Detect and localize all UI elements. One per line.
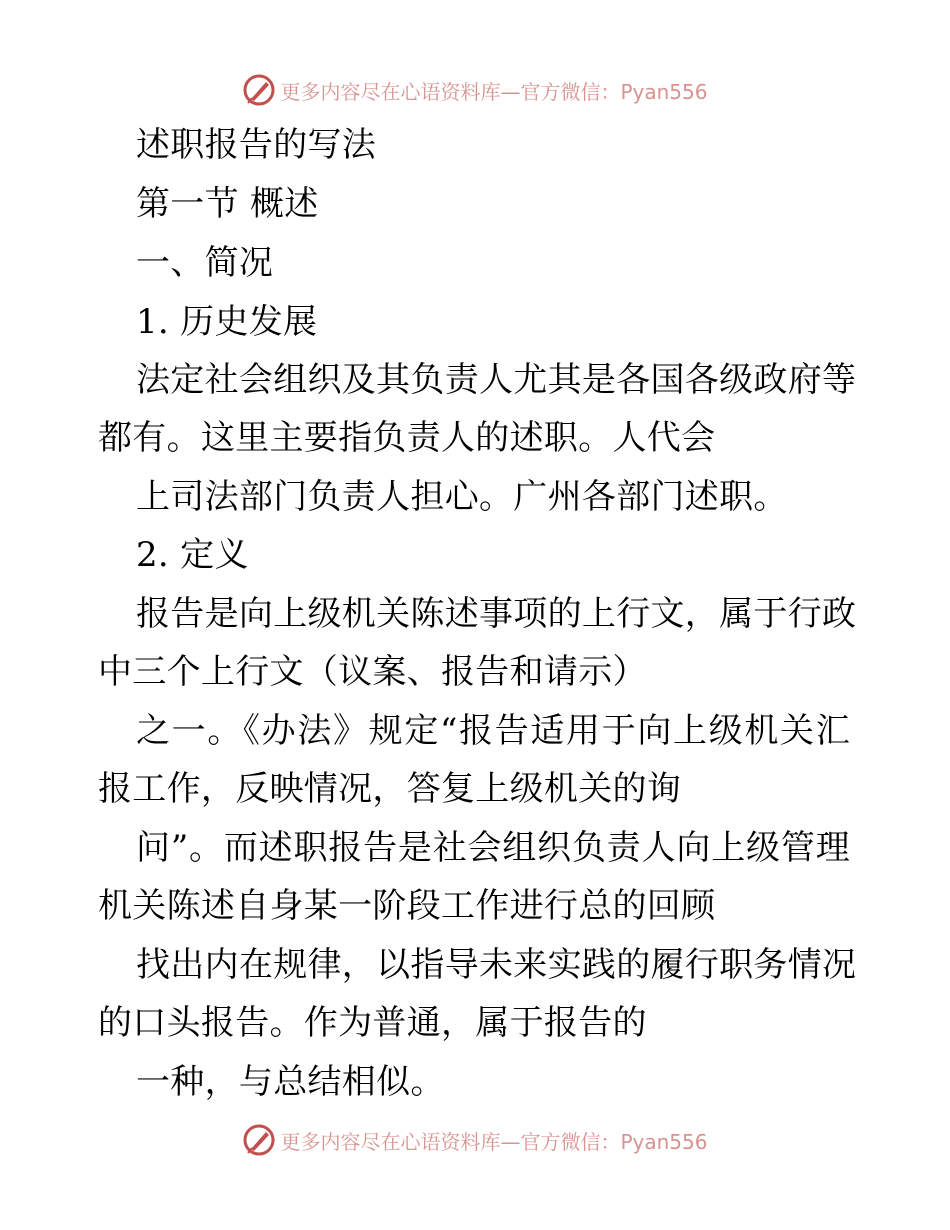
paragraph-line: 一种，与总结相似。 <box>136 1062 445 1102</box>
footer-banner <box>0 1120 950 1160</box>
paragraph-line: 报工作，反映情况，答复上级机关的询 <box>98 769 682 809</box>
paragraph-line: 都有。这里主要指负责人的述职。人代会 <box>98 418 716 458</box>
paragraph-line: 之一。《办法》规定“报告适用于向上级机关汇 <box>136 711 850 751</box>
paragraph-line: 报告是向上级机关陈述事项的上行文，属于行政 <box>136 594 857 634</box>
paragraph-line: 机关陈述自身某一阶段工作进行总的回顾 <box>98 886 716 926</box>
item-heading: 1. 历史发展 <box>136 302 318 342</box>
paragraph-line: 中三个上行文（议案、报告和请示） <box>98 652 647 692</box>
section-heading: 第一节 概述 <box>136 184 319 224</box>
item-heading: 2. 定义 <box>136 535 249 575</box>
footer-banner-text: 更多内容尽在心语资料库—官方微信：Pyan556 <box>280 1129 708 1154</box>
paragraph-line: 法定社会组织及其负责人尤其是各国各级政府等 <box>136 360 857 400</box>
paragraph-line: 的口头报告。作为普通，属于报告的 <box>98 1003 647 1043</box>
paragraph-line: 上司法部门负责人担心。广州各部门述职。 <box>136 477 788 517</box>
paragraph-line: 找出内在规律，以指导未来实践的履行职务情况 <box>136 945 857 985</box>
header-banner-text: 更多内容尽在心语资料库—官方微信：Pyan556 <box>280 79 708 104</box>
subsection-heading: 一、简况 <box>136 243 274 283</box>
quill-logo-icon <box>242 1123 276 1157</box>
doc-title: 述职报告的写法 <box>136 125 377 165</box>
paragraph-line: 问”。而述职报告是社会组织负责人向上级管理 <box>136 828 850 868</box>
